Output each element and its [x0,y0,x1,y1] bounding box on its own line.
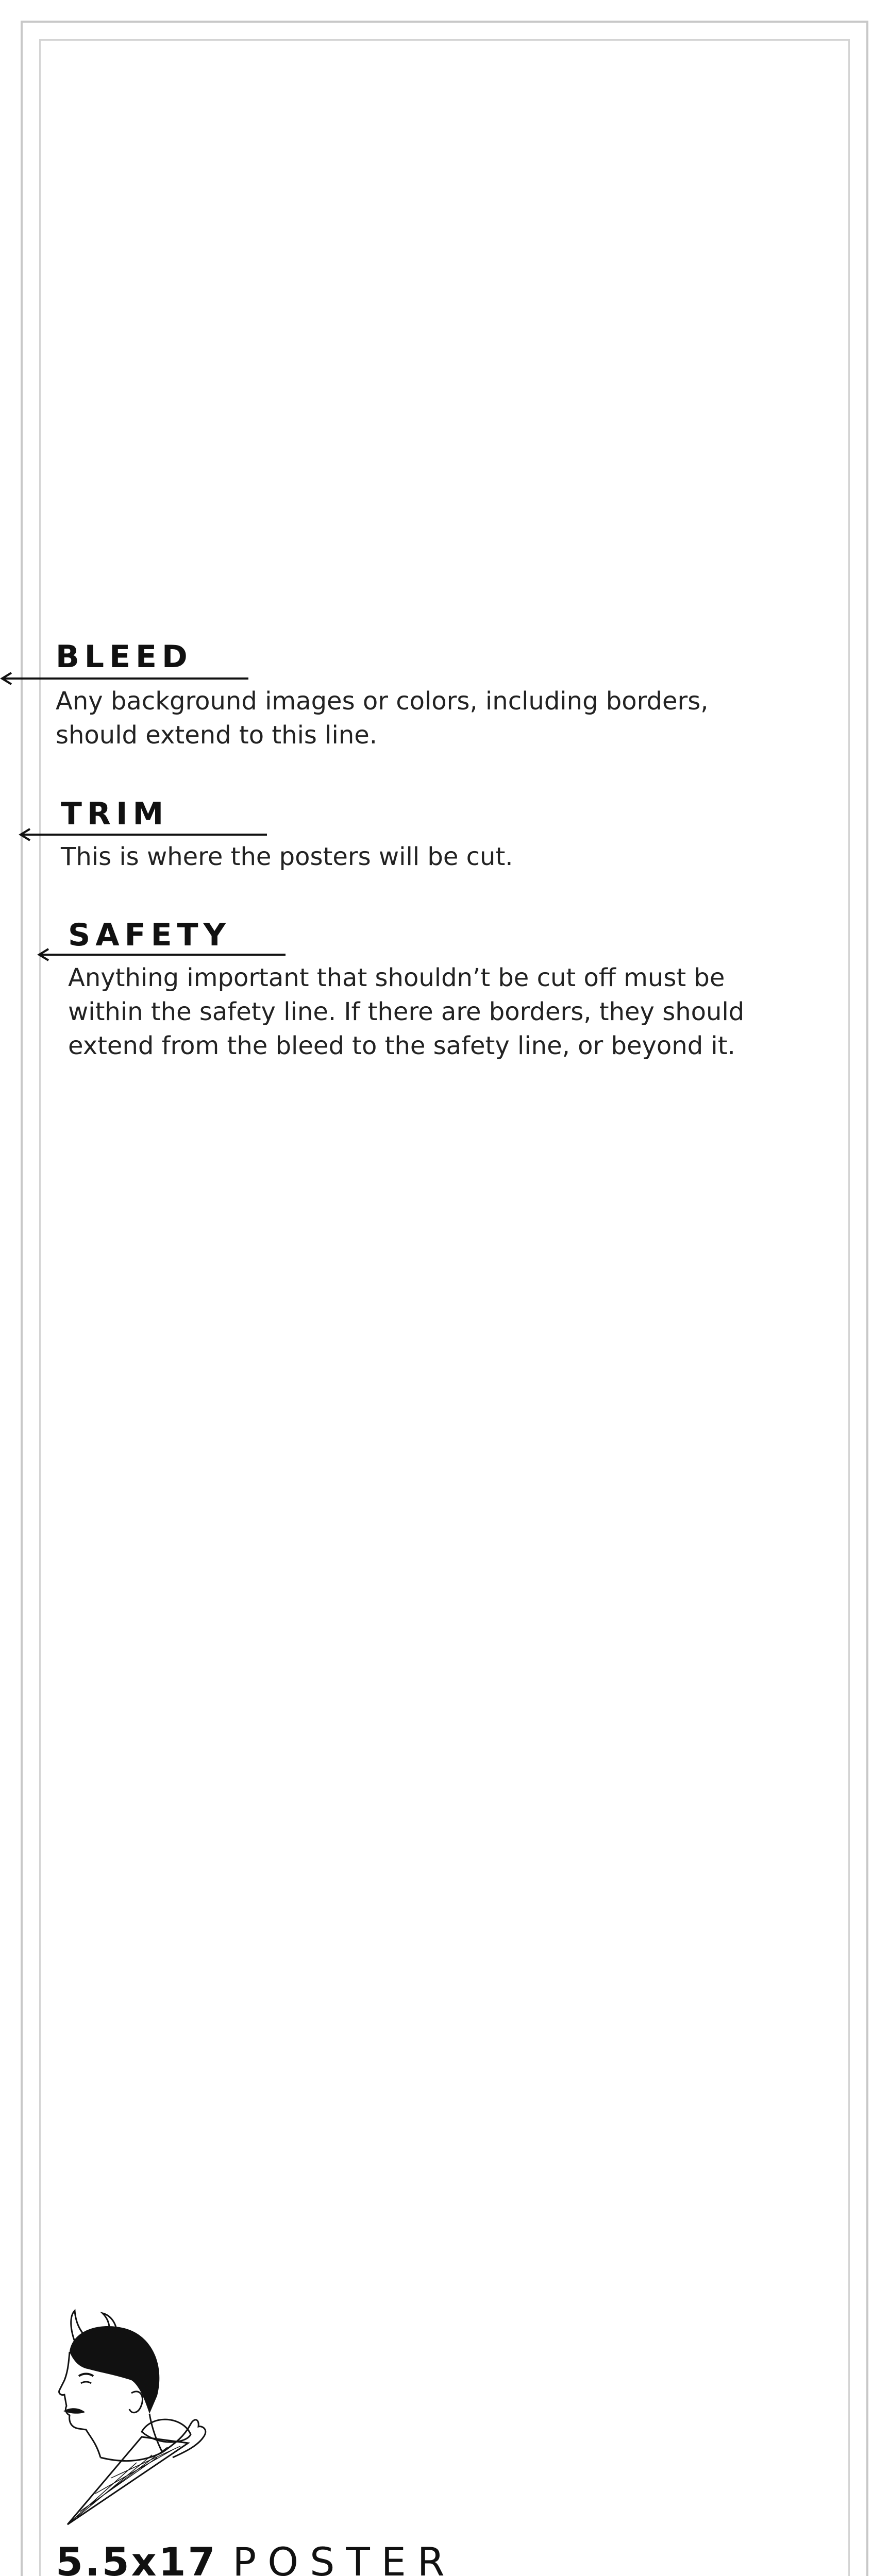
poster-title [56,2539,456,2576]
bleed-description [56,684,709,752]
bleed-heading: BLEED [56,639,193,675]
trim-description [61,840,513,874]
safety-description [68,961,744,1063]
poster-word: POSTER [232,2539,456,2576]
trim-heading: TRIM [61,796,169,832]
poster-size: 5.5x17 [56,2539,217,2576]
bleed-description-line: Any background images or colors, including borders, [56,687,709,716]
safety-description-line: Anything important that shouldn’t be cut off must be [68,963,725,992]
safety-heading: SAFETY [68,917,231,953]
safety-line [39,39,850,2576]
devil-ice-cream-cone-logo-icon [49,2308,219,2530]
trim-description-line: This is where the posters will be cut. [61,842,513,871]
bleed-description-line: should extend to this line. [56,721,378,750]
safety-description-line: extend from the bleed to the safety line, or beyond it. [68,1031,735,1060]
safety-arrow-icon [37,947,286,962]
safety-description-line: within the safety line. If there are borders, they should [68,997,745,1026]
